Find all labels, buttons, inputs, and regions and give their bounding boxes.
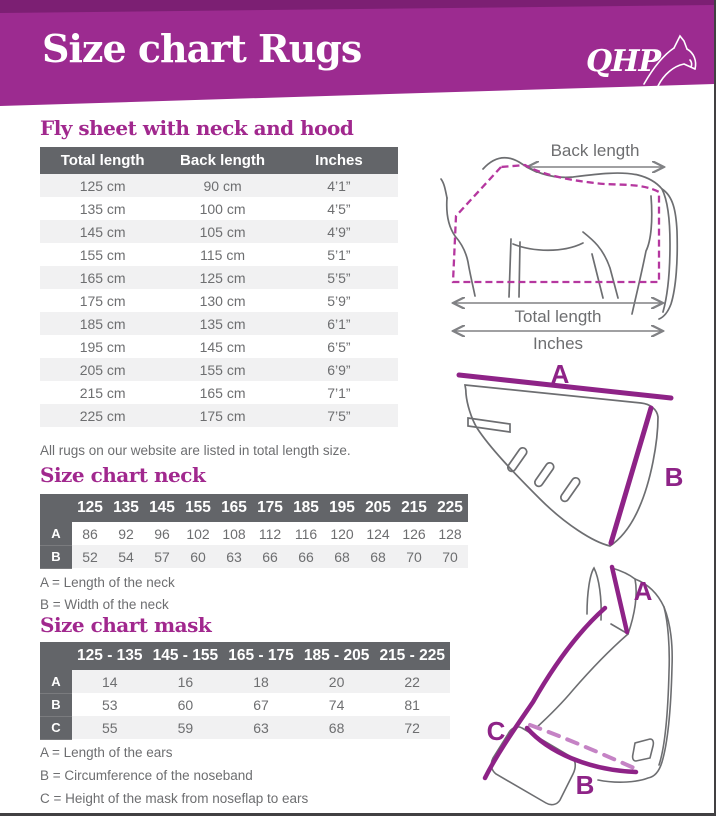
neck-size-table: [40, 494, 468, 569]
table-cell: 66: [252, 545, 288, 568]
page-title: Size chart Rugs: [42, 26, 362, 71]
table-header-row: [40, 642, 450, 670]
table-cell: 70: [396, 545, 432, 568]
table-cell: 6’5”: [327, 338, 351, 355]
table-cell: 18: [223, 670, 299, 693]
table-cell: 145 cm: [199, 338, 246, 355]
table-cell: 128: [438, 525, 462, 542]
table-cell: 126: [402, 525, 426, 542]
mask-diagram: [478, 560, 714, 814]
column-header: 195: [324, 494, 360, 522]
table-cell: 4’9”: [280, 220, 398, 243]
column-header: 205: [360, 494, 396, 522]
table-row: [40, 220, 398, 243]
table-row: [40, 266, 398, 289]
table-cell: 60: [180, 545, 216, 568]
neck-heading: Size chart neck: [40, 463, 206, 487]
table-cell: 175 cm: [165, 404, 280, 427]
table-cell: A: [40, 522, 72, 545]
mask-heading: Size chart mask: [40, 613, 212, 637]
column-header: 125: [72, 494, 108, 522]
column-header: 175: [252, 494, 288, 522]
mask-label-a: A: [633, 576, 653, 606]
table-cell: 225 cm: [40, 404, 165, 427]
mask-legend-a: A = Length of the ears: [40, 745, 173, 760]
table-row: [40, 243, 398, 266]
table-cell: 14: [72, 670, 148, 693]
table-cell: 20: [299, 670, 375, 693]
column-header: 155: [180, 494, 216, 522]
column-header: [40, 642, 72, 670]
column-header: Back length: [165, 147, 280, 174]
table-cell: 145 cm: [40, 220, 165, 243]
table-cell: 53: [102, 696, 118, 713]
table-cell: 55: [72, 716, 148, 739]
table-cell: 68: [324, 545, 360, 568]
fly-sheet-footnote: All rugs on our website are listed in total length size.: [40, 443, 351, 458]
neck-label-a: A: [550, 359, 570, 389]
table-row: [40, 197, 398, 220]
table-row: [40, 174, 398, 197]
table-row: [40, 312, 398, 335]
table-cell: 60: [177, 696, 194, 713]
table-cell: 22: [374, 670, 450, 693]
table-row: [40, 404, 398, 427]
table-cell: 7’5”: [280, 404, 398, 427]
table-cell: 6’9”: [280, 358, 398, 381]
table-cell: 115 cm: [200, 246, 245, 263]
table-cell: C: [40, 716, 72, 739]
mask-legend-c: C = Height of the mask from noseflap to ears: [40, 791, 309, 806]
table-cell: 5’9”: [327, 292, 351, 309]
table-cell: 120: [330, 525, 354, 542]
table-cell: 155 cm: [165, 358, 280, 381]
horse-outline: [441, 158, 677, 319]
qhp-logo: [586, 36, 706, 88]
back-length-label: Back length: [550, 141, 640, 160]
column-header: Inches: [280, 147, 398, 174]
horse-measurement-diagram: [435, 136, 715, 361]
table-cell: 59: [148, 716, 224, 739]
column-header: 185 - 205: [299, 642, 375, 670]
table-cell: A: [40, 670, 72, 693]
neck-label-b: B: [664, 462, 684, 492]
table-cell: 63: [216, 545, 252, 568]
table-cell: 67: [253, 696, 269, 713]
table-row: [40, 716, 450, 739]
table-cell: 96: [154, 525, 170, 542]
table-cell: 86: [82, 525, 98, 542]
column-header: 125 - 135: [72, 642, 148, 670]
table-cell: 195 cm: [79, 338, 126, 355]
table-cell: 63: [223, 716, 299, 739]
table-row: [40, 289, 398, 312]
table-cell: 54: [108, 545, 144, 568]
table-row: [40, 358, 398, 381]
table-cell: 100 cm: [199, 200, 246, 217]
table-row: [40, 335, 398, 358]
table-cell: 66: [288, 545, 324, 568]
fly-sheet-size-table: [40, 147, 398, 427]
table-header-row: [40, 147, 398, 174]
table-cell: 4’1”: [280, 174, 398, 197]
table-cell: B: [40, 545, 72, 568]
total-length-label: Total length: [514, 307, 602, 326]
table-cell: 175 cm: [79, 292, 126, 309]
table-cell: 6’1”: [280, 312, 398, 335]
table-cell: 57: [144, 545, 180, 568]
table-cell: 135 cm: [165, 312, 280, 335]
column-header: [40, 494, 72, 522]
neck-legend-a: A = Length of the neck: [40, 575, 175, 590]
table-row: [40, 693, 450, 716]
table-cell: 90 cm: [165, 174, 280, 197]
table-cell: 125 cm: [40, 174, 165, 197]
table-cell: 135 cm: [79, 200, 126, 217]
table-cell: 68: [360, 545, 396, 568]
table-cell: 92: [118, 525, 134, 542]
column-header: 215 - 225: [374, 642, 450, 670]
mask-size-table: [40, 642, 450, 740]
neck-piece-outline: [465, 385, 658, 546]
table-cell: 116: [294, 525, 318, 542]
table-cell: B: [40, 693, 72, 716]
fly-sheet-heading: Fly sheet with neck and hood: [40, 116, 354, 140]
table-cell: 70: [432, 545, 468, 568]
table-cell: 52: [72, 545, 108, 568]
table-cell: 155 cm: [79, 246, 126, 263]
column-header: 225: [432, 494, 468, 522]
table-row: [40, 670, 450, 693]
column-header: Total length: [40, 147, 165, 174]
mask-measure-c-line: [485, 608, 605, 778]
table-cell: 215 cm: [79, 384, 126, 401]
table-cell: 205 cm: [40, 358, 165, 381]
table-cell: 102: [186, 525, 210, 542]
mask-label-b: B: [575, 770, 595, 800]
column-header: 185: [288, 494, 324, 522]
table-cell: 4’5”: [327, 200, 351, 217]
column-header: 215: [396, 494, 432, 522]
inches-label: Inches: [532, 334, 584, 353]
table-cell: 130 cm: [199, 292, 246, 309]
table-cell: 165 cm: [40, 266, 165, 289]
table-cell: 112: [258, 525, 282, 542]
table-cell: 124: [366, 525, 390, 542]
column-header: 165 - 175: [223, 642, 299, 670]
mask-label-c: C: [486, 716, 506, 746]
table-cell: 125 cm: [165, 266, 280, 289]
table-cell: 165 cm: [199, 384, 246, 401]
column-header: 135: [108, 494, 144, 522]
table-row: [40, 522, 468, 545]
neck-piece-diagram: [443, 356, 713, 571]
column-header: 145 - 155: [148, 642, 224, 670]
table-header-row: [40, 494, 468, 522]
rug-dashed-outline: [453, 165, 659, 282]
table-cell: 5’1”: [327, 246, 351, 263]
table-row: [40, 545, 468, 568]
table-cell: 105 cm: [165, 220, 280, 243]
mask-measure-b-line: [527, 728, 636, 772]
table-cell: 185 cm: [40, 312, 165, 335]
table-cell: 5’5”: [280, 266, 398, 289]
table-cell: 7’1”: [327, 384, 351, 401]
column-header: 145: [144, 494, 180, 522]
table-cell: 74: [328, 696, 345, 713]
table-cell: 72: [374, 716, 450, 739]
mask-measure-a-line: [612, 567, 627, 632]
table-cell: 81: [404, 696, 420, 713]
table-row: [40, 381, 398, 404]
column-header: 165: [216, 494, 252, 522]
qhp-logo-text: QHP: [586, 44, 661, 79]
table-cell: 68: [299, 716, 375, 739]
horse-head-icon: [638, 32, 702, 88]
table-cell: 108: [222, 525, 246, 542]
neck-legend-b: B = Width of the neck: [40, 597, 169, 612]
table-cell: 16: [148, 670, 224, 693]
mask-legend-b: B = Circumference of the noseband: [40, 768, 253, 783]
